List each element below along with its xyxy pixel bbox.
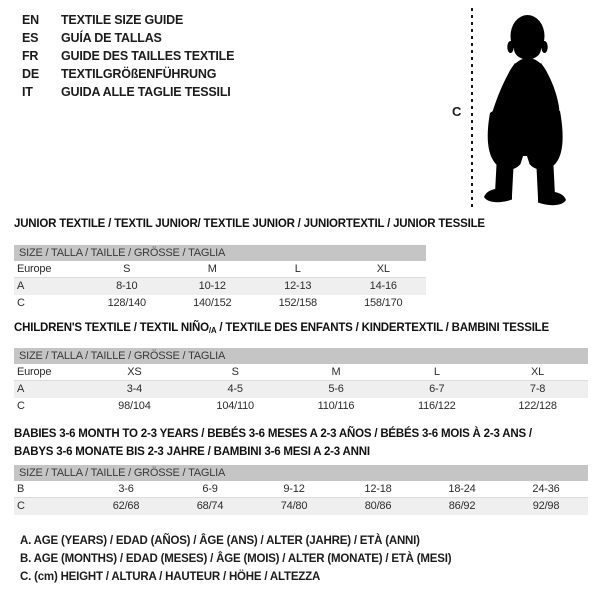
language-code: DE xyxy=(22,67,39,81)
age-cell: 5-6 xyxy=(328,383,344,395)
height-cell: 104/110 xyxy=(216,400,254,412)
toddler-silhouette-image xyxy=(483,7,567,207)
babies-table-title xyxy=(14,425,532,461)
language-list xyxy=(22,11,234,101)
age-cell: 7-8 xyxy=(529,383,546,395)
junior-table-title xyxy=(14,215,485,233)
size-cell: L xyxy=(433,366,440,378)
row-label: C xyxy=(17,400,25,412)
table-row-height xyxy=(14,398,588,415)
age-cell: 18-24 xyxy=(448,483,476,495)
row-label: A xyxy=(17,280,25,292)
age-cell: 14-16 xyxy=(369,280,397,292)
height-cell: 158/170 xyxy=(364,297,403,309)
age-cell: 12-13 xyxy=(284,280,312,292)
age-cell: 8-10 xyxy=(116,280,138,292)
height-cell: 128/140 xyxy=(107,297,146,309)
height-cell: 98/104 xyxy=(118,400,151,412)
junior-size-table xyxy=(14,245,426,312)
children-table-title xyxy=(14,319,549,340)
language-title: GUIDE DES TAILLES TEXTILE xyxy=(61,49,235,63)
height-measure-label: C xyxy=(452,104,462,119)
size-header-bar: SIZE / TALLA / TAILLE / GRÖSSE / TAGLIA xyxy=(14,245,426,261)
language-title: GUIDA ALLE TAGLIE TESSILI xyxy=(61,85,231,99)
row-label: Europe xyxy=(17,263,52,275)
height-cell: 62/68 xyxy=(112,500,140,512)
size-cell: M xyxy=(331,366,341,378)
title-text: JUNIOR TEXTILE / TEXTIL JUNIOR/ TEXTILE JUNIOR / JUNIORTEXTIL / JUNIOR TESSILE xyxy=(14,218,485,230)
language-code: ES xyxy=(22,31,39,45)
height-cell: 116/122 xyxy=(418,400,456,412)
row-label: C xyxy=(17,500,25,512)
title-text-line1: BABIES 3-6 MONTH TO 2-3 YEARS / BEBÉS 3-6 MESES A 2-3 AÑOS / BÉBÉS 3-6 MOIS À 2-3 ANS / xyxy=(14,428,532,440)
row-label: Europe xyxy=(17,366,52,378)
note-age-years: A. AGE (YEARS) / EDAD (AÑOS) / ÂGE (ANS) / ALTER (JAHRE) / ETÀ (ANNI) xyxy=(20,535,420,547)
height-cell: 140/152 xyxy=(193,297,232,309)
size-cell: M xyxy=(207,263,217,275)
height-cell: 80/86 xyxy=(364,500,392,512)
language-code: EN xyxy=(22,13,39,27)
babies-size-table xyxy=(14,465,588,515)
size-cell: S xyxy=(123,263,131,275)
age-cell: 24-36 xyxy=(532,483,560,495)
size-cell: XL xyxy=(531,366,545,378)
height-cell: 110/116 xyxy=(317,400,355,412)
title-text-line2: BABYS 3-6 MONATE BIS 2-3 JAHRE / BAMBINI 3-6 MESI A 2-3 ANNI xyxy=(14,446,370,458)
size-header-bar: SIZE / TALLA / TAILLE / GRÖSSE / TAGLIA xyxy=(14,465,588,481)
table-row-age xyxy=(14,381,588,398)
language-row xyxy=(22,65,234,83)
row-label: A xyxy=(17,383,25,395)
row-label: C xyxy=(17,297,25,309)
age-cell: 6-9 xyxy=(202,483,218,495)
title-subscript: /A xyxy=(208,326,217,335)
children-size-table xyxy=(14,348,588,415)
language-code: FR xyxy=(22,49,39,63)
age-cell: 9-12 xyxy=(283,483,305,495)
language-row xyxy=(22,47,234,65)
language-row xyxy=(22,11,234,29)
height-cell: 86/92 xyxy=(448,500,476,512)
height-cell: 68/74 xyxy=(196,500,224,512)
height-cell: 92/98 xyxy=(532,500,560,512)
language-title: GUÍA DE TALLAS xyxy=(61,31,162,45)
table-row-age xyxy=(14,278,426,295)
title-text: CHILDREN'S TEXTILE / TEXTIL NIÑO xyxy=(14,322,209,334)
height-cell: 152/158 xyxy=(278,297,317,309)
height-cell: 74/80 xyxy=(280,500,308,512)
table-row-height xyxy=(14,295,426,312)
age-cell: 4-5 xyxy=(227,383,243,395)
size-cell: XS xyxy=(127,366,142,378)
age-cell: 12-18 xyxy=(364,483,392,495)
legend-notes xyxy=(20,532,451,586)
note-height-cm: C. (cm) HEIGHT / ALTURA / HAUTEUR / HÖHE / ALTEZZA xyxy=(20,571,321,583)
height-dotted-line xyxy=(471,8,473,208)
age-cell: 6-7 xyxy=(429,383,445,395)
size-header-bar: SIZE / TALLA / TAILLE / GRÖSSE / TAGLIA xyxy=(14,348,588,364)
table-row-europe xyxy=(14,364,588,381)
language-row xyxy=(22,83,234,101)
language-code: IT xyxy=(22,85,33,99)
language-row xyxy=(22,29,234,47)
age-cell: 10-12 xyxy=(198,280,226,292)
size-cell: XL xyxy=(376,263,390,275)
size-cell: S xyxy=(231,366,239,378)
size-cell: L xyxy=(294,263,301,275)
language-title: TEXTILE SIZE GUIDE xyxy=(61,13,184,27)
table-row-age-months xyxy=(14,481,588,498)
table-row-europe xyxy=(14,261,426,278)
title-text: / TEXTILE DES ENFANTS / KINDERTEXTIL / BAMBINI TESSILE xyxy=(216,322,549,334)
table-row-height xyxy=(14,498,588,515)
age-cell: 3-6 xyxy=(118,483,134,495)
row-label: B xyxy=(17,483,25,495)
note-age-months: B. AGE (MONTHS) / EDAD (MESES) / ÂGE (MOIS) / ALTER (MONATE) / ETÀ (MESI) xyxy=(20,553,452,565)
age-cell: 3-4 xyxy=(126,383,143,395)
language-title: TEXTILGRÖßENFÜHRUNG xyxy=(61,67,217,81)
height-cell: 122/128 xyxy=(518,400,557,412)
